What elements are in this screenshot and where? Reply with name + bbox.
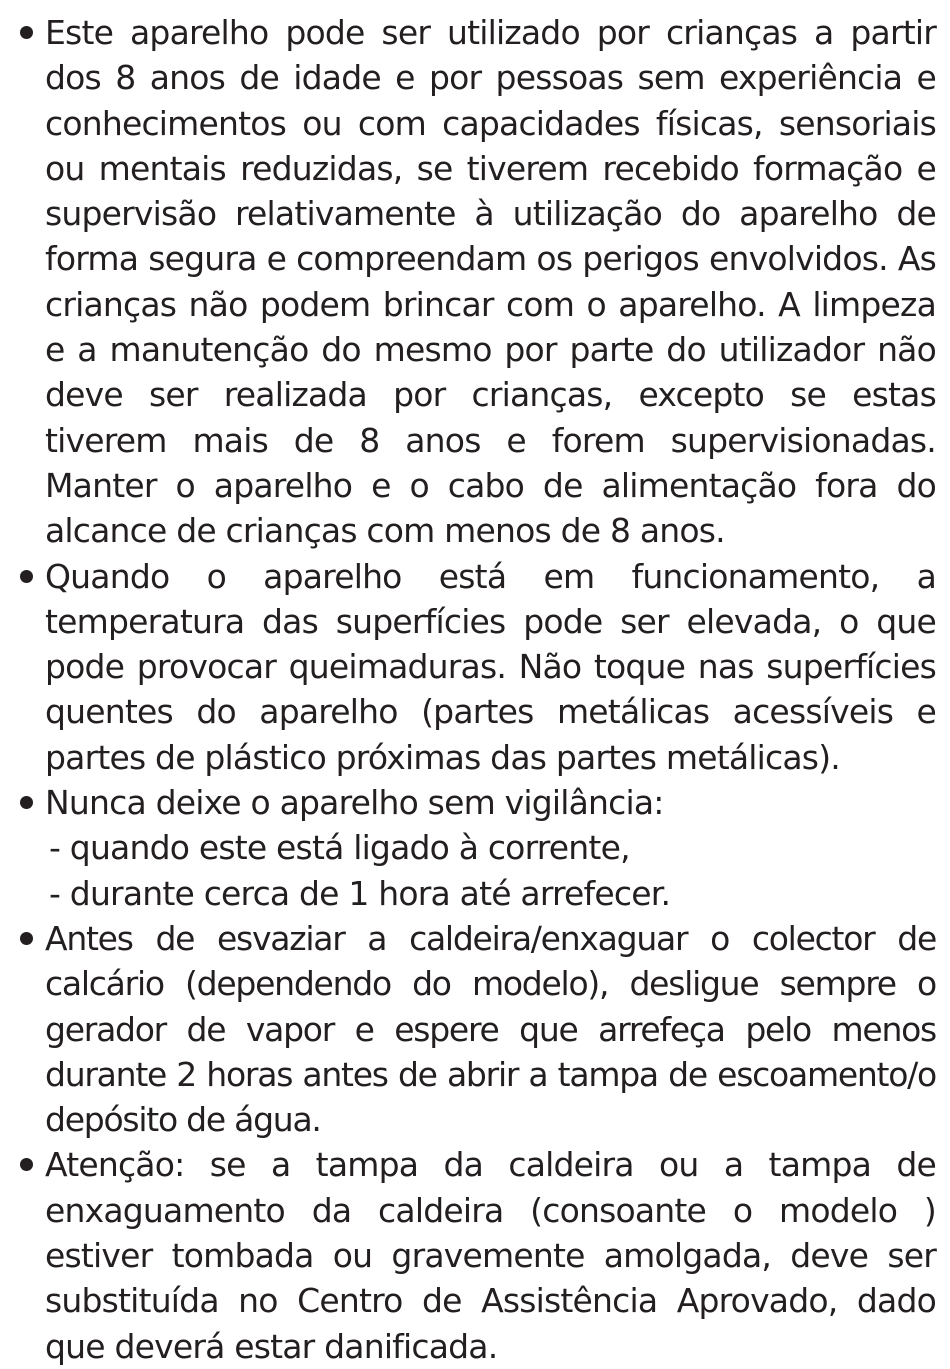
list-item (20, 554, 936, 780)
bullet-dot-icon (20, 570, 33, 583)
list-item-text: Quando o aparelho está em funcionamento, a temperatura das superfícies pode ser elevada, o que pode provocar queimaduras. Não toque nas superfícies quentes do aparelho (partes metálicas acessíveis e partes de plástico próximas das partes metálicas). (45, 556, 936, 777)
list-item (20, 916, 936, 1142)
bullet-dot-icon (20, 932, 33, 945)
list-item-text: Atenção: se a tampa da caldeira ou a tampa de enxaguamento da caldeira (consoante o modelo ) estiver tombada ou gravemente amolgada, deve ser substituída no Centro de Assistência Aprovado, dado que deverá estar danificada. (45, 1145, 936, 1366)
list-item-text: Nunca deixe o aparelho sem vigilância: (45, 783, 664, 823)
bullet-dot-icon (20, 1158, 33, 1171)
list-item (20, 780, 936, 916)
list-item-text: Antes de esvaziar a caldeira/enxaguar o colector de calcário (dependendo do modelo), desligue sempre o gerador de vapor e espere que arrefeça pelo menos durante 2 horas antes de abrir a tampa de escoamento/o depósito de água. (45, 918, 936, 1140)
sub-item-text: - durante cerca de 1 hora até arrefecer. (49, 873, 671, 913)
bullet-dot-icon (20, 796, 33, 809)
safety-instructions-list (20, 10, 936, 1369)
list-item (20, 10, 936, 554)
bullet-dot-icon (20, 26, 33, 39)
sub-item-text: - quando este está ligado à corrente, (49, 828, 630, 868)
list-item-text: Este aparelho pode ser utilizado por crianças a partir dos 8 anos de idade e por pessoas sem experiência e conhecimentos ou com capacidades físicas, sensoriais ou mentais reduzidas, se tiverem recebido formação e supervisão relativamente à utilização do aparelho de forma segura e compreendam os perigos envolvidos. As crianças não podem brincar com o aparelho. A limpeza e a manutenção do mesmo por parte do utilizador não deve ser realizada por crianças, excepto se estas tiverem mais de 8 anos e forem supervisionadas. Manter o aparelho e o cabo de alimentação fora do alcance de crianças com menos de 8 anos. (45, 13, 936, 551)
list-item (20, 1142, 936, 1368)
